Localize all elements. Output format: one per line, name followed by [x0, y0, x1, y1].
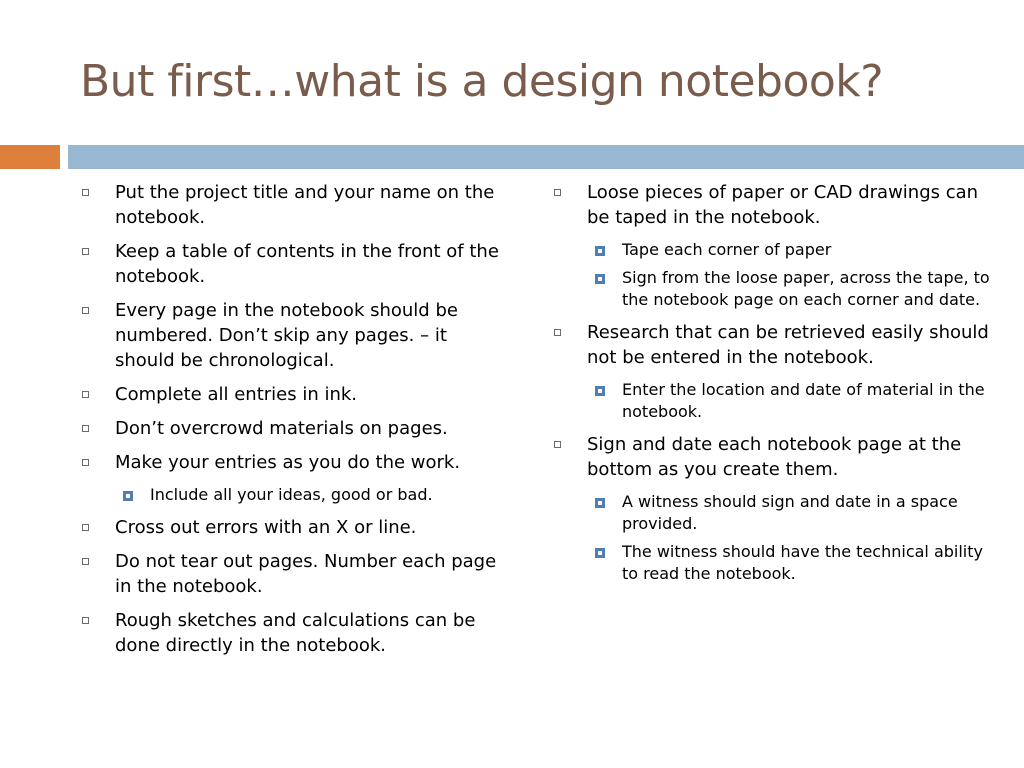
- list-item: [552, 320, 992, 423]
- filled-square-bullet-icon: [595, 274, 605, 284]
- left-bullet-list: [80, 180, 500, 658]
- list-item-text: Don’t overcrowd materials on pages.: [115, 418, 448, 439]
- list-item: [80, 382, 500, 407]
- list-item-text: Research that can be retrieved easily should not be entered in the notebook.: [587, 322, 989, 368]
- sub-list-item: [587, 491, 992, 535]
- right-column: [552, 180, 992, 594]
- left-column: [80, 180, 500, 667]
- list-item-text: Sign and date each notebook page at the bottom as you create them.: [587, 434, 962, 480]
- sub-list-item: [115, 484, 500, 506]
- right-bullet-list: [552, 180, 992, 585]
- hollow-square-bullet-icon: [82, 617, 89, 624]
- list-item: [80, 608, 500, 658]
- list-item: [552, 432, 992, 585]
- list-item: [80, 239, 500, 289]
- filled-square-bullet-icon: [595, 386, 605, 396]
- sub-bullet-list: [115, 484, 500, 506]
- hollow-square-bullet-icon: [82, 248, 89, 255]
- sub-list-item-text: The witness should have the technical ability to read the notebook.: [622, 542, 983, 583]
- list-item-text: Every page in the notebook should be numbered. Don’t skip any pages. – it should be chronological.: [115, 300, 458, 371]
- list-item-text: Complete all entries in ink.: [115, 384, 358, 405]
- sub-list-item-text: Enter the location and date of material in the notebook.: [622, 380, 985, 421]
- list-item: [80, 515, 500, 540]
- list-item-text: Loose pieces of paper or CAD drawings can be taped in the notebook.: [587, 182, 979, 228]
- hollow-square-bullet-icon: [554, 329, 561, 336]
- list-item: [80, 450, 500, 506]
- hollow-square-bullet-icon: [82, 524, 89, 531]
- accent-bar-blue: [68, 145, 1024, 169]
- sub-bullet-list: [587, 239, 992, 311]
- accent-bar-orange: [0, 145, 60, 169]
- slide-title: But first…what is a design notebook?: [80, 56, 884, 107]
- list-item: [80, 549, 500, 599]
- list-item-text: Rough sketches and calculations can be done directly in the notebook.: [115, 610, 476, 656]
- hollow-square-bullet-icon: [82, 558, 89, 565]
- sub-list-item: [587, 239, 992, 261]
- list-item: [80, 416, 500, 441]
- filled-square-bullet-icon: [595, 246, 605, 256]
- hollow-square-bullet-icon: [82, 459, 89, 466]
- sub-list-item: [587, 541, 992, 585]
- hollow-square-bullet-icon: [82, 425, 89, 432]
- list-item-text: Do not tear out pages. Number each page in the notebook.: [115, 551, 497, 597]
- filled-square-bullet-icon: [595, 498, 605, 508]
- list-item-text: Make your entries as you do the work.: [115, 452, 461, 473]
- hollow-square-bullet-icon: [82, 307, 89, 314]
- list-item-text: Put the project title and your name on the notebook.: [115, 182, 495, 228]
- sub-list-item-text: Sign from the loose paper, across the tape, to the notebook page on each corner and date.: [622, 268, 990, 309]
- filled-square-bullet-icon: [595, 548, 605, 558]
- sub-list-item-text: Include all your ideas, good or bad.: [150, 485, 433, 504]
- list-item-text: Keep a table of contents in the front of the notebook.: [115, 241, 499, 287]
- sub-list-item: [587, 267, 992, 311]
- hollow-square-bullet-icon: [554, 441, 561, 448]
- list-item-text: Cross out errors with an X or line.: [115, 517, 417, 538]
- sub-list-item-text: Tape each corner of paper: [622, 240, 832, 259]
- sub-bullet-list: [587, 491, 992, 585]
- list-item: [552, 180, 992, 311]
- sub-bullet-list: [587, 379, 992, 423]
- sub-list-item: [587, 379, 992, 423]
- hollow-square-bullet-icon: [82, 189, 89, 196]
- hollow-square-bullet-icon: [82, 391, 89, 398]
- sub-list-item-text: A witness should sign and date in a space provided.: [622, 492, 958, 533]
- filled-square-bullet-icon: [123, 491, 133, 501]
- hollow-square-bullet-icon: [554, 189, 561, 196]
- list-item: [80, 180, 500, 230]
- list-item: [80, 298, 500, 373]
